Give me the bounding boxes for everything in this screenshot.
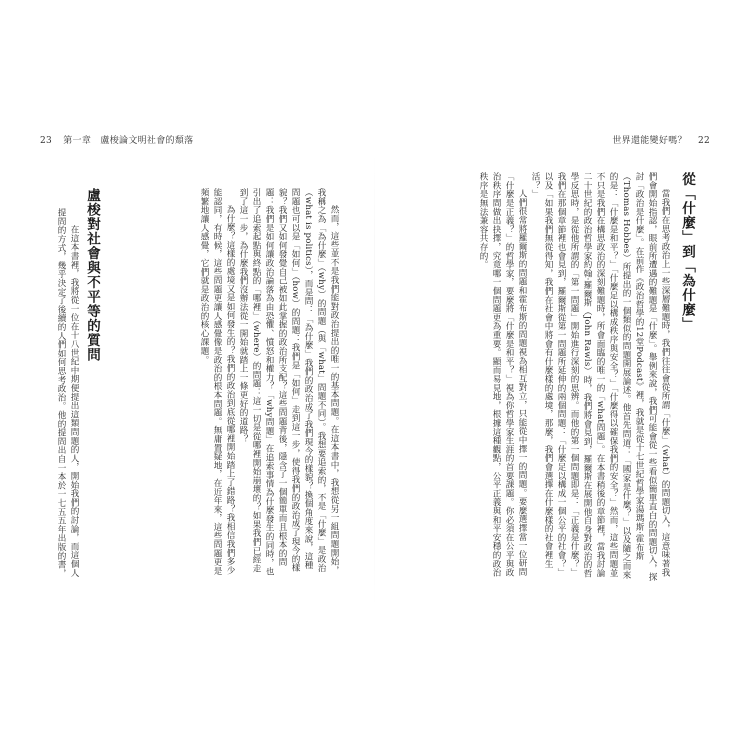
left-paragraph-2: 為什麼？這樣的處境又是如何發生的？我們的政治到底從哪裡開始踏上了錯路？我相信我們多少能認同，有時候，這些問題更讓人感覺像是政治的根本問題。無庸置疑地，在近年來，這些問題更是頻繁地讓人感覺，它們就是政治的核心課題。 bbox=[199, 188, 235, 576]
right-page-number: 22 bbox=[697, 136, 710, 146]
left-section-paragraph-1: 在這本書裡，我將從一位在十八世紀中期便提出這類問題的人，開始我們的討論，而這個人提問的方式，幾乎決定了後續的人們如何思考政治。他的提問出自一本於一七五五年出版的書， bbox=[56, 208, 79, 578]
left-chapter-title: 第一章 盧梭論文明社會的頹落 bbox=[63, 136, 194, 146]
right-body-text bbox=[403, 172, 671, 582]
left-running-head bbox=[40, 133, 201, 146]
right-paragraph-2: 人們很常將羅爾斯的問題和霍布斯的問題視為相互對立，只能從中擇一的問題。要麼選擇當一位研問「什麼是正義？」的哲學家，要麼將「什麼是和平？」視為你哲學家生涯的首要課題。你必須在公平與政治秩序間做出抉擇，究竟哪一個問題更為重要。顯而易見地，根據這種觀點，公平正義與和平安穩的政治秩序是無法兼容共存的。 bbox=[478, 172, 527, 577]
left-body-text bbox=[130, 188, 340, 578]
left-section-text bbox=[10, 208, 80, 578]
left-paragraph-1: 然而，這些並不是我們能對政治提出的唯一的基本問題。在這本書中，我想從另一組問題開始，我稱之為「為什麼」（why）的問題（與「what」問題不同）。我想要追索的，不是「什麼」是政治（what is politics），而是問：「為什麼」我們的政治成了我們現今的樣貌？換個角度來說，這種問題也可以是「如何」（how）的問題：我們是「如何」走到這一步，使得我們的政治成了現今的樣貌？我們又如何發覺自己被如此掌握的政治所支配？這些問題背後，隱含了一個簡單而且根本的問題：我們是如何讓政治論落為由恐懼、憤怒和權力？「why問題」在追索事情為什麼發生的同時，也引出了追索起點與終點的「哪裡」（where）的問題：這一切是從哪裡開始崩壞的？如果我們已經走到了這一步，為什麼我們沒辦法從一開始就踏上一條更好的道路？ bbox=[238, 188, 339, 576]
right-section-heading: 從「什麼」到「為什麼」 bbox=[679, 172, 695, 332]
right-book-title: 世界還能變好嗎？ bbox=[612, 136, 687, 146]
right-page bbox=[375, 0, 750, 750]
left-page-number: 23 bbox=[40, 136, 53, 146]
left-section-heading: 盧梭對社會與不平等的質問 bbox=[84, 188, 100, 362]
right-paragraph-1: 當我們在思考政治上一些深層難題時，我們往往會從所謂「什麼」（what）的問題切入，這意味著我們會開始指認，眼前所遭遇的難題是「什麼」。舉例來說，我們可能會從一些看似簡單直白的問題切入，探討「政治是什麼」。在前作《政治哲學的12堂Podcast》裡，我就是從十七世紀哲學家湯瑪斯‧霍布斯（Thomas Hobbes）所提出的一個類似的問題開展論述。他首先問道：「國家是什麼？」以及隨之而來的是：「什麼是和平？」「什麼足以構成秩序與安全？」「什麼得以確保我們的安全？」然而，這些問題並不只是我們在構思政治的深刻難題時，所會面臨的唯一的「what問題」。在本書稍後的章節裡，當我討論二十世紀的政治哲學家約翰‧羅爾斯（John Rawls）時，我們將會見到，羅爾斯在展開他自身對政治的哲學反思時，是從他所謂的「第一問題」開始進行深刻的思辨。而他的第一個問題即是：「正義是什麼？」我們在那個章節裡也會見到，羅爾斯從第一問題所延伸的兩個問題：「什麼足以構成一個公平的社會？」以及「如果我們無從得知，我們在社會中將會有什麼樣的處境，那麼，我們會選擇在什麼樣的社會裡生活？」 bbox=[530, 172, 670, 582]
right-running-head bbox=[612, 133, 710, 146]
